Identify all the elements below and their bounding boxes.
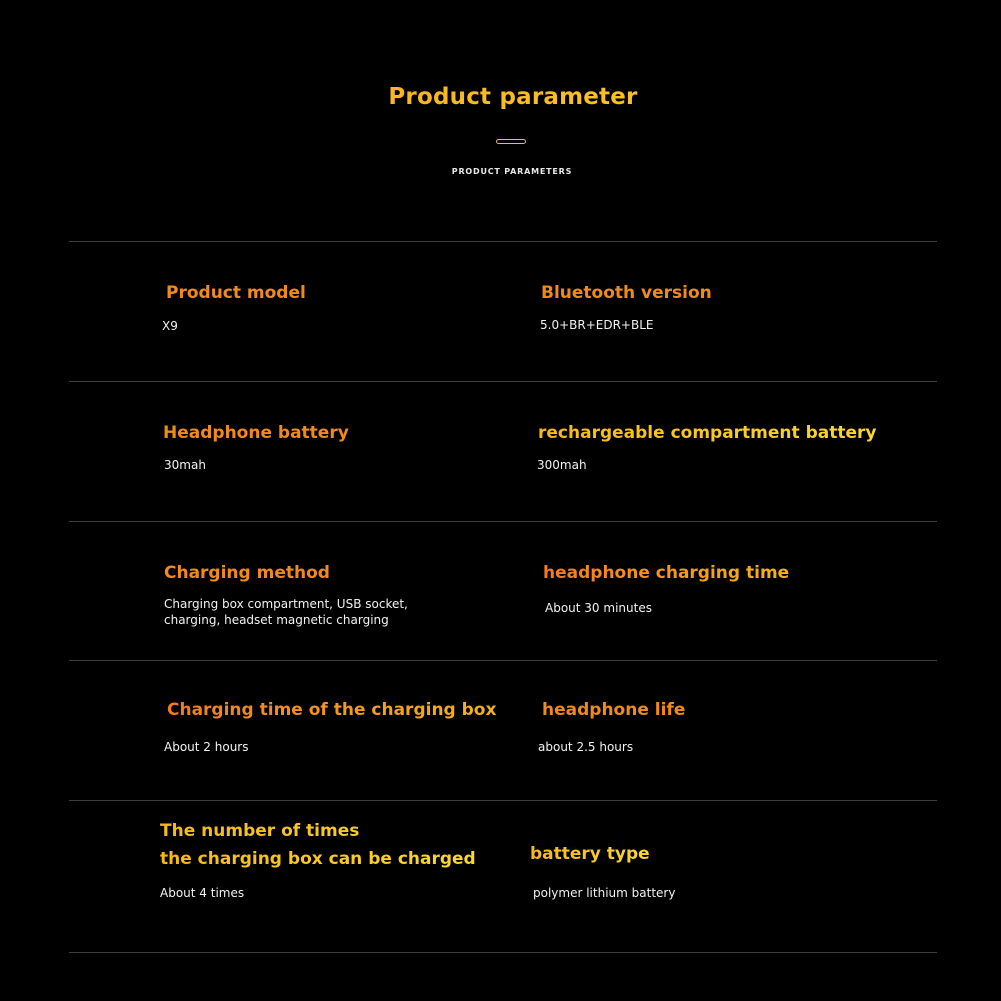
divider <box>69 660 937 661</box>
param-value: 300mah <box>537 458 587 472</box>
param-value: About 30 minutes <box>545 601 652 615</box>
title-pill-ornament <box>496 139 526 144</box>
param-value: About 4 times <box>160 886 245 900</box>
param-label: Bluetooth version <box>541 283 712 303</box>
divider <box>69 241 937 242</box>
divider <box>69 521 937 522</box>
param-label: Product model <box>166 283 306 303</box>
divider <box>69 800 937 801</box>
param-label: Headphone battery <box>163 423 349 443</box>
param-value-line: charging, headset magnetic charging <box>164 613 389 627</box>
param-label-line: The number of times <box>160 821 360 841</box>
param-label: headphone life <box>542 700 686 720</box>
param-value: polymer lithium battery <box>533 886 676 900</box>
param-value: 5.0+BR+EDR+BLE <box>540 318 654 332</box>
param-value <box>164 596 408 628</box>
param-label: Charging time of the charging box <box>167 700 497 720</box>
param-label: battery type <box>530 844 650 864</box>
param-label <box>160 817 476 873</box>
param-label: Charging method <box>164 563 330 583</box>
divider <box>69 381 937 382</box>
divider <box>69 952 937 953</box>
param-label: headphone charging time <box>543 563 790 583</box>
page-title: Product parameter <box>0 84 1001 110</box>
param-label: rechargeable compartment battery <box>538 423 877 443</box>
page-subtitle: PRODUCT PARAMETERS <box>451 167 573 176</box>
param-value: X9 <box>162 319 178 333</box>
param-value-line: Charging box compartment, USB socket, <box>164 597 408 611</box>
param-value: about 2.5 hours <box>538 740 634 754</box>
param-value: 30mah <box>164 458 206 472</box>
param-label-line: the charging box can be charged <box>160 849 476 869</box>
param-value: About 2 hours <box>164 740 249 754</box>
